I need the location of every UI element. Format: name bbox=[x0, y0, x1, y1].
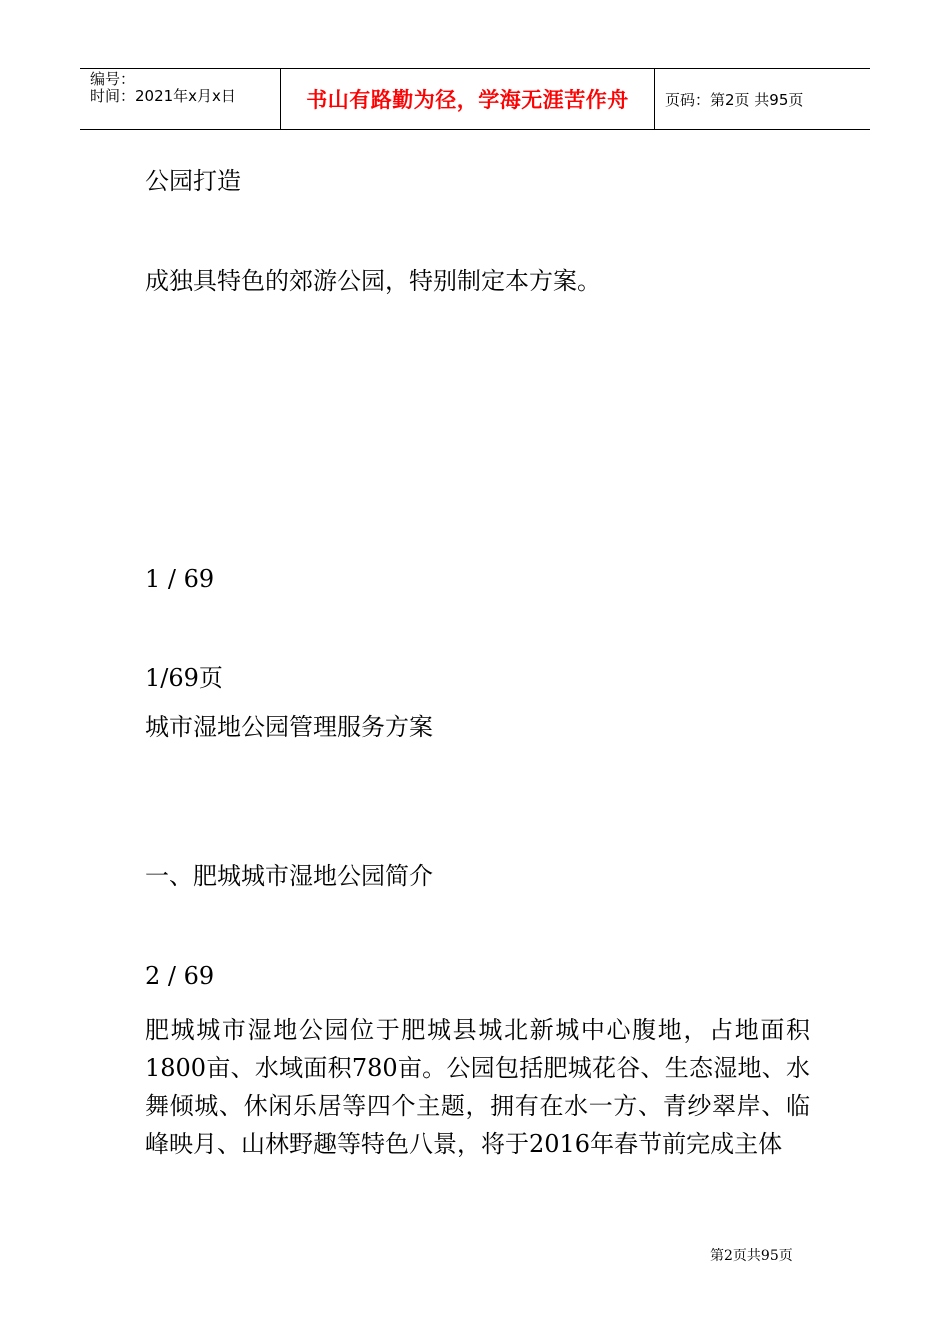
section-heading: 一、肥城城市湿地公园简介 bbox=[145, 862, 433, 890]
header-page-code: 页码：第2页 共95页 bbox=[665, 90, 804, 109]
page-marker-1: 1 / 69 bbox=[145, 565, 215, 593]
footer-page-info: 第2页共95页 bbox=[710, 1248, 793, 1264]
text-line-2: 成独具特色的郊游公园，特别制定本方案。 bbox=[145, 267, 601, 295]
document-header bbox=[80, 68, 870, 130]
header-motto: 书山有路勤为径，学海无涯苦作舟 bbox=[281, 69, 655, 129]
text-line-1: 公园打造 bbox=[145, 167, 241, 195]
document-title: 城市湿地公园管理服务方案 bbox=[145, 713, 433, 741]
page-marker-1b: 1/69页 bbox=[145, 664, 223, 692]
time-label: 时间：2021年x月x日 bbox=[90, 87, 236, 105]
number-label: 编号： bbox=[90, 70, 136, 88]
page-marker-2: 2 / 69 bbox=[145, 962, 215, 990]
intro-paragraph: 肥城城市湿地公园位于肥城县城北新城中心腹地，占地面积1800亩、水域面积780亩。公园包括肥城花谷、生态湿地、水舞倾城、休闲乐居等四个主题，拥有在水一方、青纱翠岸、临峰映月、山林野趣等特色八景，将于2016年春节前完成主体 bbox=[145, 1016, 810, 1158]
header-meta-cell bbox=[80, 69, 281, 129]
